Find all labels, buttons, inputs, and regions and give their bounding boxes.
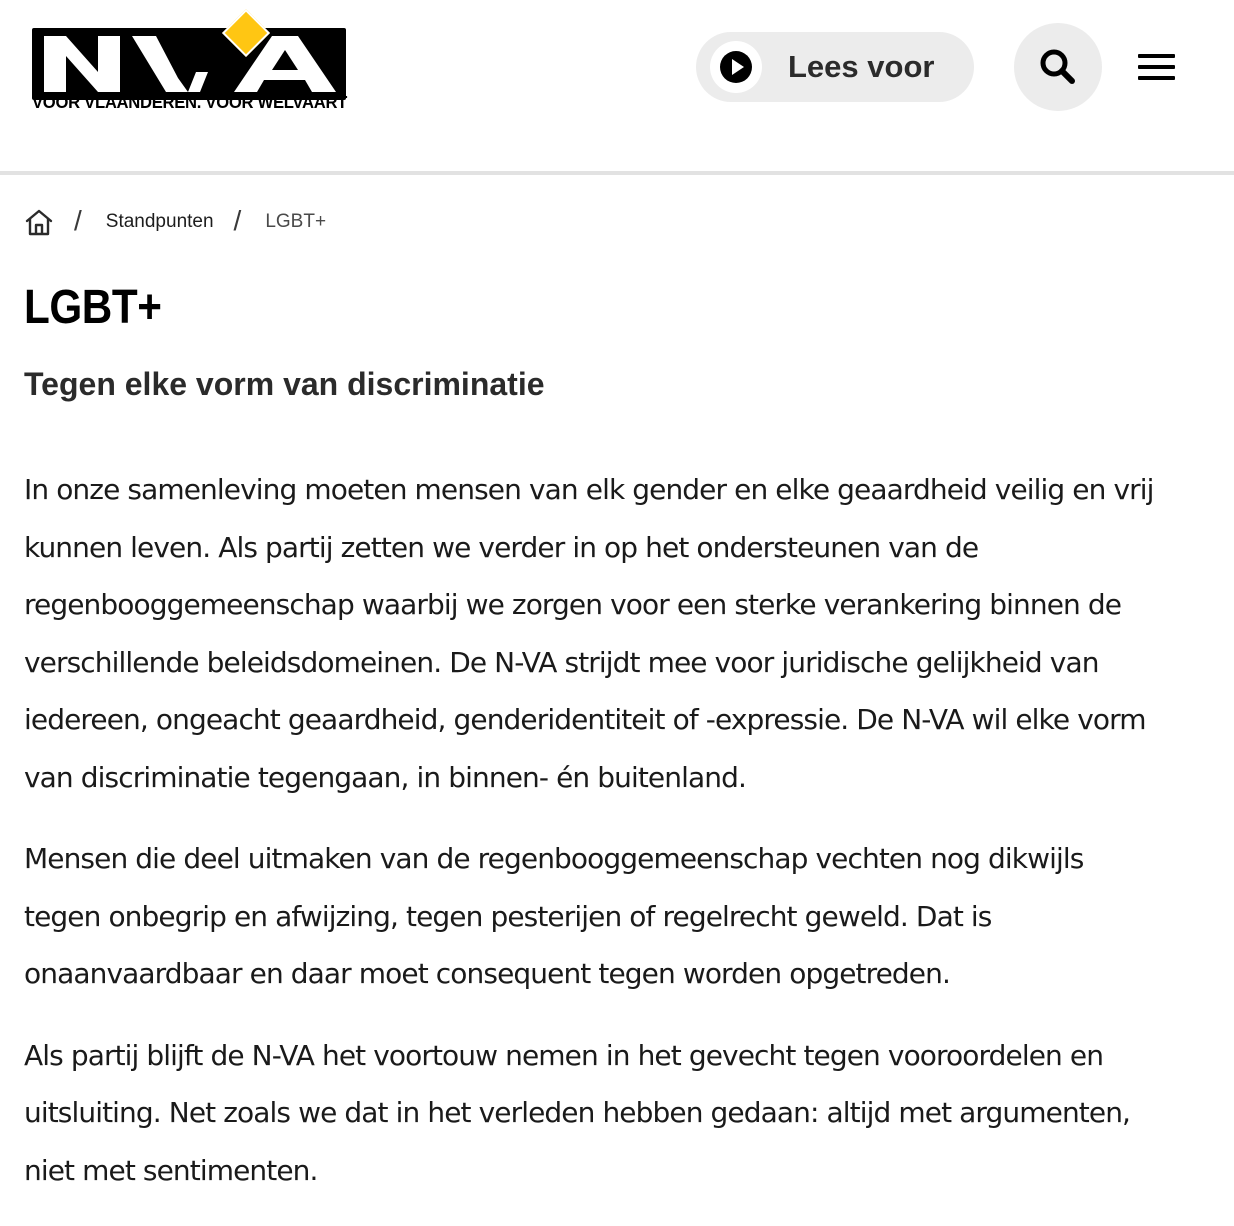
breadcrumb-separator: / [74, 205, 82, 236]
paragraph-line: onaanvaardbaar en daar moet consequent tegen worden opgetreden. [24, 957, 950, 990]
paragraph-line: kunnen leven. Als partij zetten we verder in op het ondersteunen van de [24, 530, 979, 564]
menu-bar-middle [1138, 65, 1175, 69]
nva-logo[interactable] [30, 14, 354, 114]
menu-bar-top [1138, 54, 1175, 58]
paragraph-line: Mensen die deel uitmaken van de regenbooggemeenschap vechten nog dikwijls [24, 842, 1084, 875]
paragraph-line: In onze samenleving moeten mensen van elk gender en elke geaardheid veilig en vrij [24, 473, 1154, 506]
breadcrumb-home-link[interactable] [24, 207, 54, 237]
paragraph-line: van discriminatie tegengaan, in binnen- én buitenland. [24, 760, 746, 794]
header-divider [0, 171, 1234, 175]
site-header [0, 0, 1234, 171]
breadcrumb [24, 204, 326, 240]
play-button-circle [710, 41, 762, 93]
search-button[interactable] [1014, 23, 1102, 111]
read-aloud-button[interactable] [696, 32, 974, 102]
logo-wordmark [32, 28, 346, 100]
hamburger-menu-button[interactable] [1134, 46, 1180, 90]
paragraph-line: tegen onbegrip en afwijzing, tegen pesterijen of regelrecht geweld. Dat is [24, 899, 992, 933]
paragraph-line: uitsluiting. Net zoals we dat in het verleden hebben gedaan: altijd met argumenten, [24, 1096, 1131, 1129]
article-paragraph [24, 461, 1214, 806]
article-paragraph [24, 830, 1214, 1003]
home-icon [24, 207, 54, 237]
page-subtitle: Tegen elke vorm van discriminatie [24, 366, 545, 402]
article-paragraph [24, 1027, 1214, 1200]
logo-tagline: VOOR VLAANDEREN. VOOR WELVAART [32, 92, 348, 112]
paragraph-line: regenbooggemeenschap waarbij we zorgen voor een sterke verankering binnen de [24, 588, 1122, 621]
breadcrumb-item-current: LGBT+ [265, 211, 327, 232]
page-title: LGBT+ [24, 281, 162, 334]
breadcrumb-item-standpunten[interactable]: Standpunten [105, 211, 214, 232]
paragraph-line: Als partij blijft de N-VA het voortouw nemen in het gevecht tegen vooroordelen en [24, 1038, 1104, 1072]
paragraph-line: iedereen, ongeacht geaardheid, genderidentiteit of -expressie. De N-VA wil elke vorm [24, 703, 1146, 736]
article-body [24, 461, 1214, 1199]
breadcrumb-separator: / [233, 205, 242, 236]
search-icon [1038, 47, 1078, 87]
menu-bar-bottom [1138, 76, 1175, 80]
paragraph-line: verschillende beleidsdomeinen. De N-VA strijdt mee voor juridische gelijkheid van [24, 645, 1099, 679]
play-icon [720, 51, 752, 83]
read-aloud-label: Lees voor [788, 49, 935, 84]
paragraph-line: niet met sentimenten. [24, 1153, 318, 1187]
